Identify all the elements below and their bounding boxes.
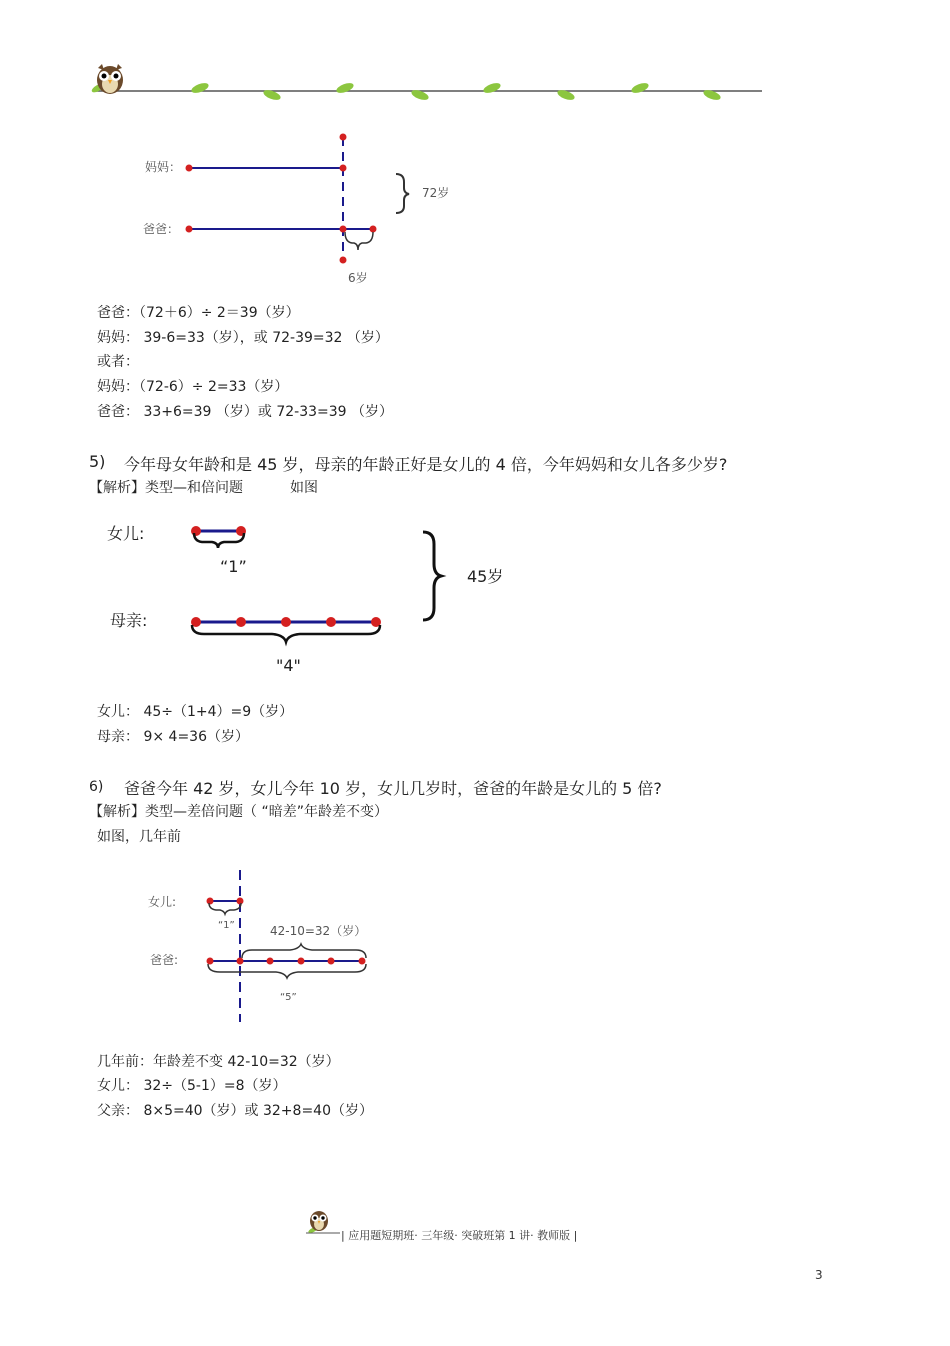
fig3-diff-label: 42-10=32（岁） [270, 924, 367, 938]
fig3-times-label: “5” [280, 992, 297, 1003]
page-number: 3 [815, 1268, 823, 1282]
sol6-line-1: 几年前：年龄差不变 42-10=32（岁） [97, 1054, 340, 1070]
sol5-line-1: 女儿： 45÷（1+4）=9（岁） [97, 704, 294, 720]
fig1-total-label: 72岁 [422, 186, 450, 200]
sol4-line-4: 妈妈：（72-6）÷ 2=33（岁） [97, 379, 289, 395]
fig3-unit-label: “1” [218, 920, 235, 931]
sol6-line-3: 父亲： 8×5=40（岁）或 32+8=40（岁） [97, 1103, 373, 1119]
sol4-line-2: 妈妈： 39-6=33（岁），或 72-39=32 （岁） [97, 330, 389, 346]
sol4-line-3: 或者： [97, 354, 139, 370]
fig1-mom-label: 妈妈： [145, 160, 182, 174]
fig2-times-label: "4" [276, 656, 301, 675]
q5-analysis: 【解析】类型—和倍问题 [89, 480, 243, 496]
sol6-line-2: 女儿： 32÷（5-1）=8（岁） [97, 1078, 287, 1094]
fig1-diff-label: 6岁 [348, 271, 368, 285]
q6-text: 爸爸今年 42 岁，女儿今年 10 岁，女儿几岁时，爸爸的年龄是女儿的 5 倍? [124, 779, 662, 798]
fig3-daughter-label: 女儿: [148, 895, 177, 909]
q5-text: 今年母女年龄和是 45 岁，母亲的年龄正好是女儿的 4 倍，今年妈妈和女儿各多少岁? [124, 455, 728, 474]
sol5-line-2: 母亲： 9× 4=36（岁） [97, 729, 249, 745]
q5-analysis-tail: 如图 [290, 480, 318, 496]
fig3-dad-label: 爸爸: [150, 953, 179, 967]
fig1-dad-label: 爸爸： [143, 222, 180, 236]
q5-number: 5) [89, 452, 106, 471]
fig2-unit-label: “1” [220, 557, 247, 576]
sol4-line-5: 爸爸： 33+6=39 （岁）或 72-33=39 （岁） [97, 404, 394, 420]
fig2-total-label: 45岁 [467, 567, 504, 586]
q6-number: 6) [89, 779, 104, 795]
fig2-daughter-label: 女儿: [107, 524, 145, 543]
fig2-mother-label: 母亲: [110, 611, 148, 630]
q6-note: 如图，几年前 [97, 829, 181, 845]
sol4-line-1: 爸爸：（72＋6）÷ 2＝39（岁） [97, 305, 300, 321]
footer-text: | 应用题短期班· 三年级· 突破班第 1 讲· 教师版 | [341, 1229, 578, 1242]
q6-analysis: 【解析】类型—差倍问题（ “暗差”年龄差不变） [89, 804, 388, 820]
